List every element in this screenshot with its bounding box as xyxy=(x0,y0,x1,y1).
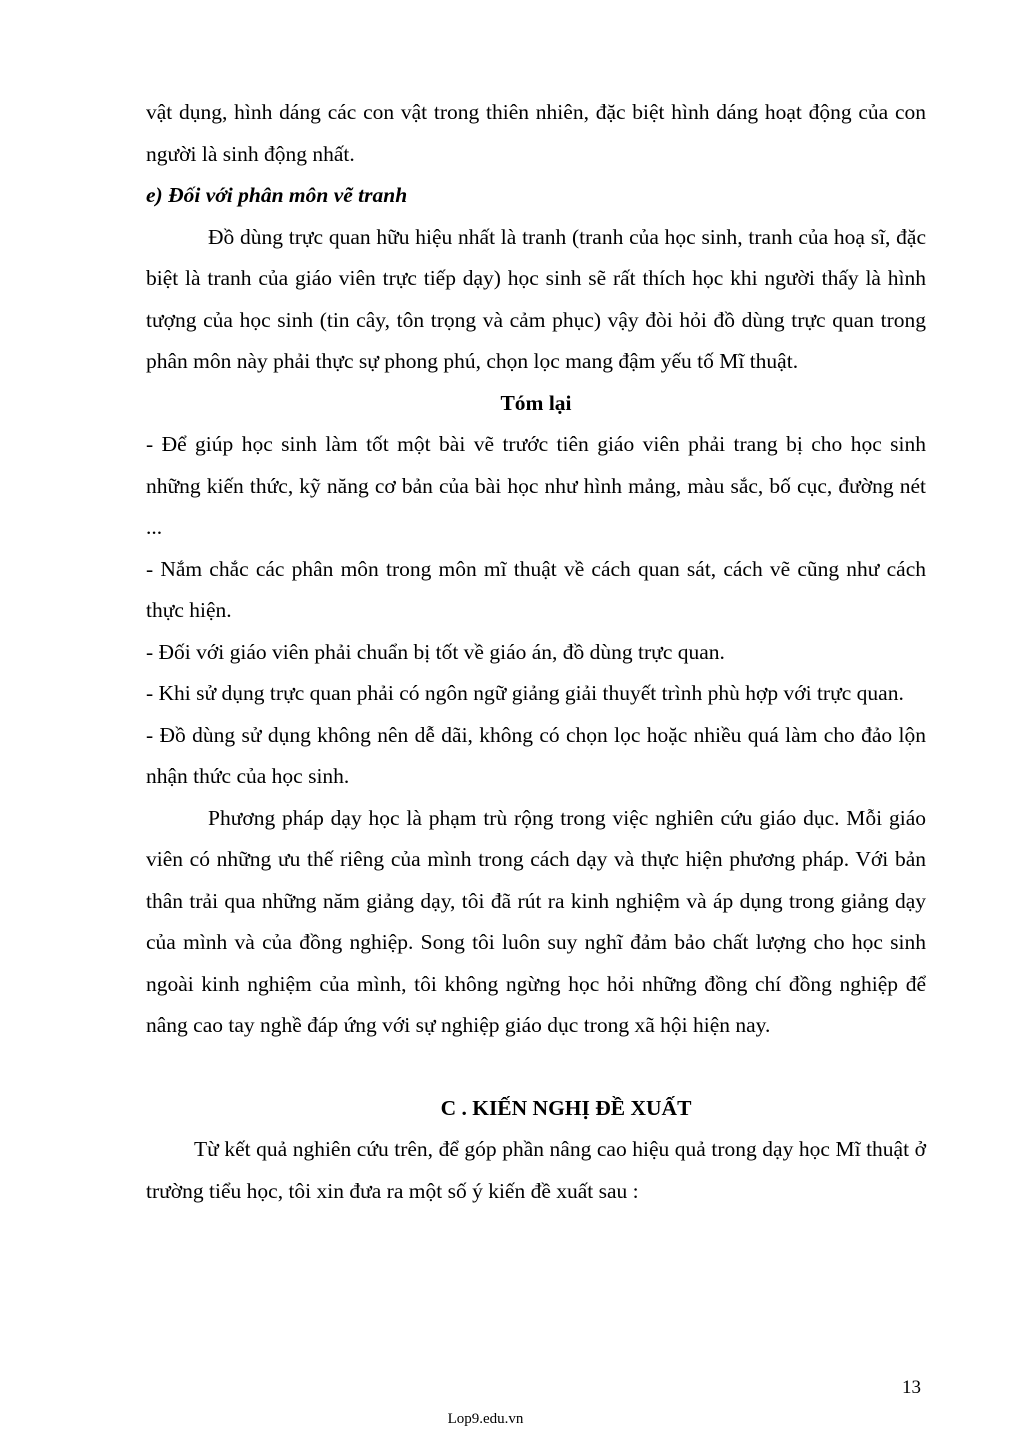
summary-bullet-2: - Nắm chắc các phân môn trong môn mĩ thuật về cách quan sát, cách vẽ cũng như cách thực hiện. xyxy=(146,556,926,622)
paragraph-continuation: vật dụng, hình dáng các con vật trong thiên nhiên, đặc biệt hình dáng hoạt động của con người là sinh động nhất. xyxy=(146,100,926,166)
summary-heading: Tóm lại xyxy=(500,390,572,415)
document-body xyxy=(146,92,926,1212)
page-number: 13 xyxy=(902,1377,921,1398)
summary-bullet-1: - Để giúp học sinh làm tốt một bài vẽ trước tiên giáo viên phải trang bị cho học sinh những kiến thức, kỹ năng cơ bản của bài học như hình mảng, màu sắc, bố cục, đường nét ... xyxy=(146,432,926,539)
summary-bullet-5: - Đồ dùng sử dụng không nên dễ dãi, không có chọn lọc hoặc nhiều quá làm cho đảo lộn nhận thức của học sinh. xyxy=(146,722,926,788)
summary-bullet-4: - Khi sử dụng trực quan phải có ngôn ngữ giảng giải thuyết trình phù hợp với trực quan. xyxy=(146,681,904,705)
footer-source: Lop9.edu.vn xyxy=(447,1411,524,1427)
paragraph-drawing-aids: Đồ dùng trực quan hữu hiệu nhất là tranh (tranh của học sinh, tranh của hoạ sĩ, đặc biệt là tranh của giáo viên trực tiếp dạy) học sinh sẽ rất thích học khi người thấy là hình tượng của học sinh (tin cây, tôn trọng và cảm phục) vậy đòi hỏi đồ dùng trực quan trong phân môn này phải thực sự phong phú, chọn lọc mang đậm yếu tố Mĩ thuật. xyxy=(146,224,926,373)
section-c-title: C . KIẾN NGHỊ ĐỀ XUẤT xyxy=(440,1095,692,1120)
paragraph-teaching-methods: Phương pháp dạy học là phạm trù rộng trong việc nghiên cứu giáo dục. Mỗi giáo viên có những ưu thế riêng của mình trong cách dạy và thực hiện phương pháp. Với bản thân trải qua những năm giảng dạy, tôi đã rút ra kinh nghiệm và áp dụng trong giảng dạy của mình và của đồng nghiệp. Song tôi luôn suy nghĩ đảm bảo chất lượng cho học sinh ngoài kinh nghiệm của mình, tôi không ngừng học hỏi những đồng chí đồng nghiệp để nâng cao tay nghề đáp ứng với sự nghiệp giáo dục trong xã hội hiện nay. xyxy=(146,805,926,1037)
summary-bullet-3: - Đối với giáo viên phải chuẩn bị tốt về giáo án, đồ dùng trực quan. xyxy=(146,639,725,664)
subheading-e-drawing: e) Đối với phân môn vẽ tranh xyxy=(146,183,408,207)
paragraph-recommendations: Từ kết quả nghiên cứu trên, để góp phần nâng cao hiệu quả trong dạy học Mĩ thuật ở trường tiểu học, tôi xin đưa ra một số ý kiến đề xuất sau : xyxy=(146,1137,926,1203)
